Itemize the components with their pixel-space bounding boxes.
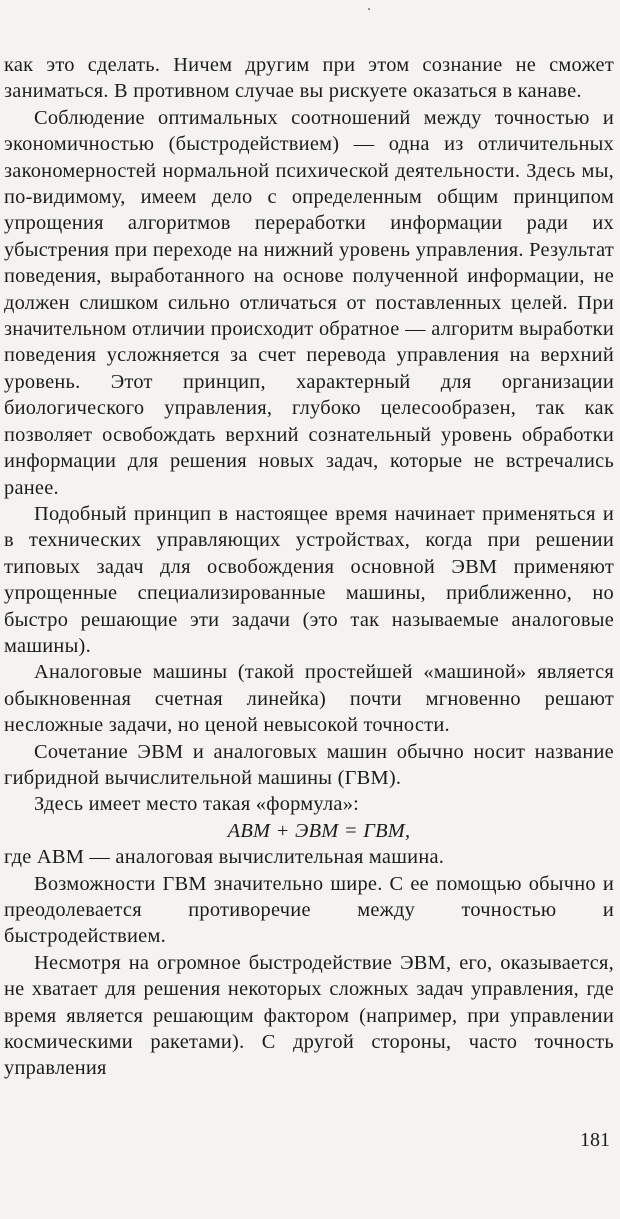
paragraph-continuation: как это сделать. Ничем другим при этом сознание не сможет заниматься. В противном случае вы рискуете оказаться в канаве. [4,54,614,103]
page-number: 181 [580,1129,610,1151]
page-body-text [4,52,614,1082]
paragraph-formula-definition: где АВМ — аналоговая вычислительная машина. [4,846,445,869]
paragraph-formula-intro: Здесь имеет место такая «формула»: [34,793,360,816]
paragraph-analog-machines: Аналоговые машины (такой простейшей «машиной» является обыкновенная счетная линейка) почти мгновенно решают несложные задачи, но ценой невысокой точности. [4,661,614,737]
formula: АВМ + ЭВМ = ГВМ, [227,819,411,842]
paragraph-gvm-capabilities: Возможности ГВМ значительно шире. С ее помощью обычно и преодолевается противоречие между точностью и быстродействием. [4,872,614,948]
paragraph-similar-principle: Подобный принцип в настоящее время начинает применяться и в технических управляющих устройствах, когда при решении типовых задач для освобождения основной ЭВМ применяют упрощенные специализированные машины, приближенно, но быстро решающие эти задачи (это так называемые аналоговые машины). [4,502,614,657]
paragraph-hybrid-machine: Сочетание ЭВМ и аналоговых машин обычно носит название гибридной вычислительной машины (ГВМ). [4,740,614,789]
print-speck [368,8,370,10]
paragraph-speed-limits: Несмотря на огромное быстродействие ЭВМ, его, оказывается, не хватает для решения некоторых сложных задач управления, где время является решающим фактором (например, при управлении космическими ракетами). С другой стороны, часто точность управления [4,951,614,1080]
paragraph-optimal-ratio: Соблюдение оптимальных соотношений между точностью и экономичностью (быстродействием) — одна из отличительных закономерностей нормальной психической деятельности. Здесь мы, по-видимому, имеем дело с определенным общим принципом упрощения алгоритмов переработки информации ради их убыстрения при переходе на нижний уровень управления. Результат поведения, выработанного на основе полученной информации, не должен слишком сильно отличаться от поставленных целей. При значительном отличии происходит обратное — алгоритм выработки поведения усложняется за счет перевода управления на верхний уровень. Этот принцип, характерный для организации биологического управления, глубоко целесообразен, так как позволяет освобождать верхний сознательный уровень обработки информации для решения новых задач, которые не встречались ранее. [4,106,614,499]
